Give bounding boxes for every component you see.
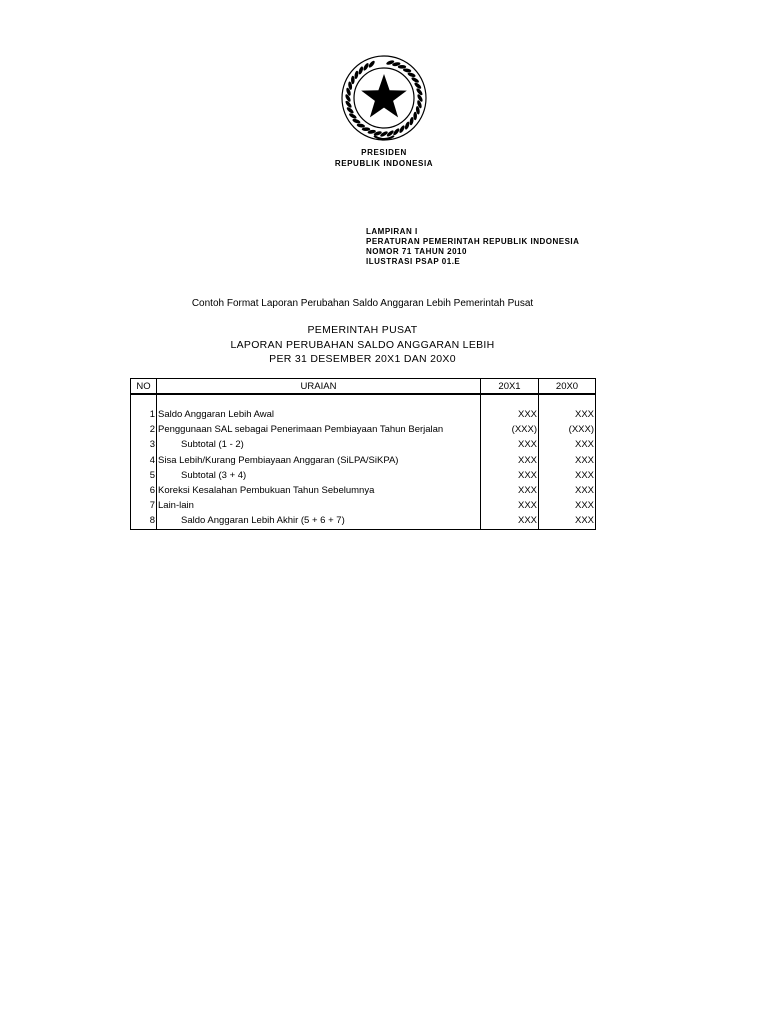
row-description: Sisa Lebih/Kurang Pembiayaan Anggaran (SiLPA/SiKPA): [157, 453, 481, 468]
wreath-leaf: [404, 121, 410, 130]
row-number: 7: [131, 498, 157, 513]
table-row: [131, 498, 596, 513]
table-row: [131, 513, 596, 529]
report-title: LAPORAN PERUBAHAN SALDO ANGGARAN LEBIH: [230, 338, 495, 351]
row-value-20x0: XXX: [539, 407, 596, 422]
table-header-row: [131, 379, 596, 395]
report-period: PER 31 DESEMBER 20X1 DAN 20X0: [269, 353, 456, 365]
row-number: 6: [131, 483, 157, 498]
row-value-20x1: XXX: [481, 453, 539, 468]
wreath-leaf: [358, 66, 364, 75]
row-value-20x1: XXX: [481, 498, 539, 513]
row-value-20x1: XXX: [481, 483, 539, 498]
header-president: PRESIDEN: [361, 148, 407, 157]
row-number: 4: [131, 453, 157, 468]
spacer-row: [131, 394, 596, 407]
row-number: 8: [131, 513, 157, 529]
table-row: [131, 437, 596, 452]
row-value-20x0: XXX: [539, 498, 596, 513]
col-header-20x1: 20X1: [481, 379, 539, 395]
table-row: [131, 483, 596, 498]
format-caption: Contoh Format Laporan Perubahan Saldo Anggaran Lebih Pemerintah Pusat: [191, 298, 534, 309]
row-value-20x1: XXX: [481, 407, 539, 422]
sal-change-table: [130, 378, 596, 530]
row-description: Saldo Anggaran Lebih Awal: [157, 407, 481, 422]
row-number: 2: [131, 422, 157, 437]
wreath-leaf: [403, 68, 412, 73]
wreath-leaf: [411, 76, 420, 83]
row-value-20x0: XXX: [539, 453, 596, 468]
wreath-leaf: [368, 60, 376, 69]
table-row: [131, 407, 596, 422]
row-value-20x0: XXX: [539, 468, 596, 483]
garuda-star-wreath-icon: [338, 52, 430, 144]
wreath-leaf: [362, 62, 369, 71]
table-row: [131, 453, 596, 468]
header-republic: REPUBLIK INDONESIA: [334, 159, 434, 168]
wreath-leaf: [351, 76, 355, 84]
col-header-no: NO: [131, 379, 157, 395]
report-title-block: [130, 323, 595, 367]
wreath-leaf: [398, 125, 405, 134]
ref-number: NOMOR 71 TAHUN 2010: [366, 247, 467, 256]
row-description: Subtotal (1 - 2): [157, 437, 481, 452]
row-value-20x1: (XXX): [481, 422, 539, 437]
row-description: Lain-lain: [157, 498, 481, 513]
row-number: 3: [131, 437, 157, 452]
row-value-20x0: XXX: [539, 513, 596, 529]
row-description: Koreksi Kesalahan Pembukuan Tahun Sebelumnya: [157, 483, 481, 498]
wreath-leaf: [352, 118, 361, 124]
table-row: [131, 468, 596, 483]
row-value-20x1: XXX: [481, 437, 539, 452]
row-description: Saldo Anggaran Lebih Akhir (5 + 6 + 7): [157, 513, 481, 529]
wreath-leaf: [362, 127, 370, 131]
appendix-reference: [366, 227, 626, 267]
row-number: 5: [131, 468, 157, 483]
row-value-20x1: XXX: [481, 513, 539, 529]
row-value-20x0: XXX: [539, 483, 596, 498]
row-number: 1: [131, 407, 157, 422]
wreath-leaf: [409, 117, 414, 126]
wreath-leaf: [407, 72, 416, 78]
wreath-leaf: [413, 112, 417, 120]
document-header: [284, 147, 484, 169]
col-header-uraian: URAIAN: [157, 379, 481, 395]
wreath-leaf: [354, 70, 359, 79]
row-value-20x1: XXX: [481, 468, 539, 483]
row-value-20x0: XXX: [539, 437, 596, 452]
ref-appendix: LAMPIRAN I: [366, 227, 418, 236]
ref-illustration: ILUSTRASI PSAP 01.E: [366, 257, 461, 266]
report-entity: PEMERINTAH PUSAT: [307, 324, 418, 336]
row-description: Penggunaan SAL sebagai Penerimaan Pembiayaan Tahun Berjalan: [157, 422, 481, 437]
ref-regulation: PERATURAN PEMERINTAH REPUBLIK INDONESIA: [366, 237, 580, 246]
row-description: Subtotal (3 + 4): [157, 468, 481, 483]
row-value-20x0: (XXX): [539, 422, 596, 437]
col-header-20x0: 20X0: [539, 379, 596, 395]
wreath-leaf: [398, 65, 406, 69]
wreath-leaf: [356, 123, 365, 128]
wreath-leaf: [348, 112, 357, 119]
star-icon: [361, 74, 407, 117]
table-row: [131, 422, 596, 437]
